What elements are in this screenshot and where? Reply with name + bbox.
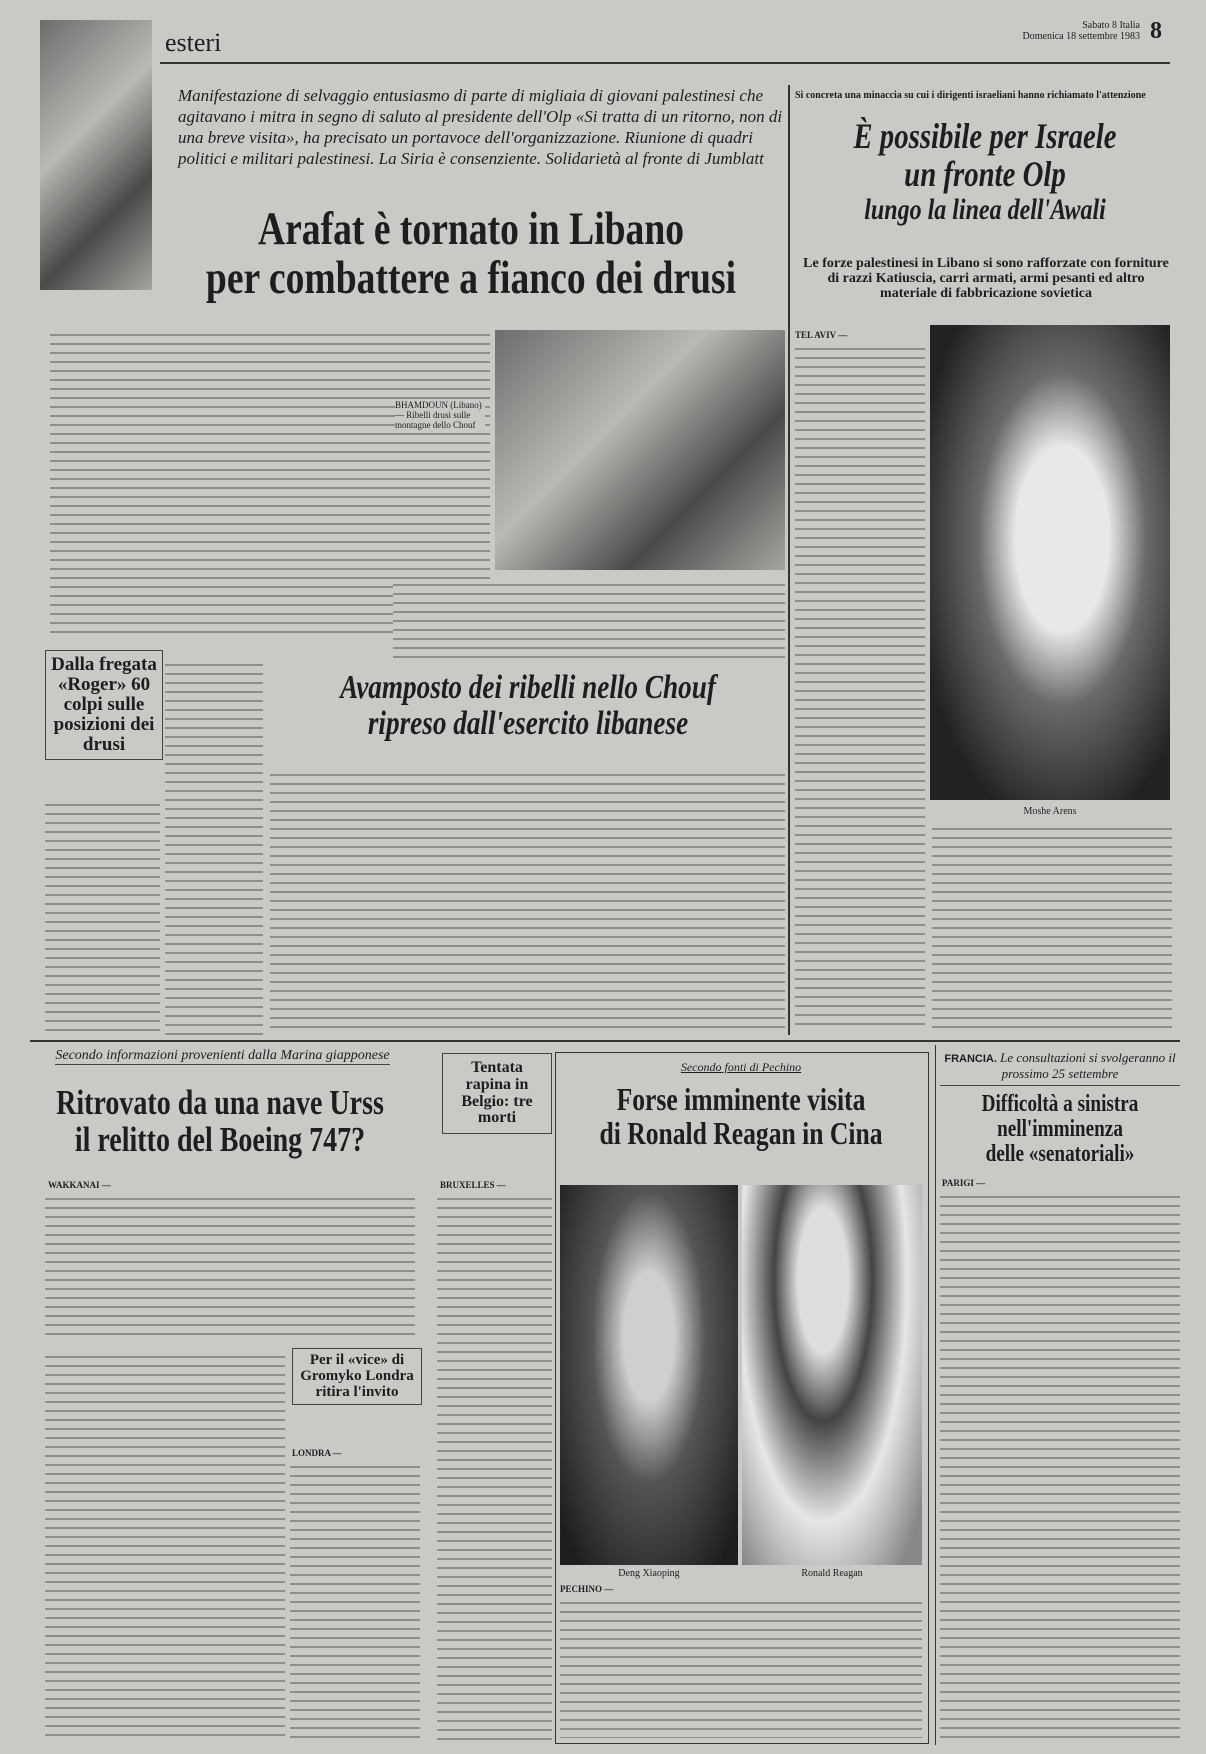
israele-body (795, 344, 925, 1030)
israele-headline (795, 118, 1175, 225)
photo-moshe-arens (930, 325, 1170, 800)
gromyko-box: Per il «vice» di Gromyko Londra ritira l'invito (292, 1348, 422, 1405)
reagan-headline (555, 1083, 927, 1150)
column-rule (788, 85, 790, 1035)
chouf-body (165, 660, 263, 1035)
gromyko-body (290, 1462, 420, 1742)
chouf-headline (270, 670, 785, 741)
arafat-body-continued (393, 580, 785, 660)
kicker-country: FRANCIA. (944, 1053, 997, 1065)
masthead-date (960, 20, 1140, 42)
issue-date: Domenica 18 settembre 1983 (1022, 31, 1140, 42)
boeing-body-lower (45, 1352, 285, 1742)
reagan-dateline: PECHINO — (560, 1584, 614, 1594)
boeing-headline (35, 1085, 405, 1159)
boeing-dateline: WAKKANAI — (48, 1180, 111, 1190)
photo-caption: BHAMDOUN (Libano) — Ribelli drusi sulle montagne dello Chouf (395, 400, 485, 430)
photo-ronald-reagan (742, 1185, 922, 1565)
boeing-body (45, 1194, 415, 1342)
photo-deng-xiaoping (560, 1185, 738, 1565)
headline-line: un fronte Olp (904, 153, 1066, 194)
reagan-kicker: Secondo fonti di Pechino (680, 1060, 802, 1074)
headline-line: Forse imminente visita (616, 1081, 866, 1117)
francia-headline (940, 1092, 1180, 1168)
headline-line: delle «senatoriali» (985, 1141, 1135, 1168)
kicker-text: Le consultazioni si svolgeranno il prossimo 25 settembre (1000, 1050, 1176, 1081)
belgio-dateline: BRUXELLES — (440, 1180, 506, 1190)
francia-dateline: PARIGI — (942, 1178, 986, 1188)
column-rule (935, 1045, 936, 1745)
boeing-kicker: Secondo informazioni provenienti dalla Marina giapponese (55, 1048, 390, 1063)
francia-kicker (940, 1050, 1180, 1086)
arafat-kicker: Manifestazione di selvaggio entusiasmo di parte di migliaia di giovani palestinesi che agitavano i mitra in segno di saluto al presidente dell'Olp «Si tratta di un ritorno, non di una breve visita», ha precisato un portavoce dell'organizzazione. Riunione di quadri politici e militari palestinesi. La Siria è consenziente. Solidarietà al fronte di Jumblatt (178, 86, 783, 168)
gromyko-dateline: LONDRA — (292, 1448, 342, 1458)
headline-line: Arafat è tornato in Libano (257, 203, 685, 255)
section-label: esteri (165, 28, 222, 57)
belgio-body (437, 1194, 552, 1742)
fregata-body (45, 800, 160, 1035)
reagan-body (560, 1598, 922, 1738)
headline-line: Difficoltà a sinistra (981, 1091, 1139, 1117)
section-divider (30, 1040, 1180, 1042)
israele-dateline: TEL AVIV — (795, 330, 848, 340)
headline-line: ripreso dall'esercito libanese (367, 704, 688, 742)
headline-line: per combattere a fianco dei drusi (205, 252, 737, 305)
israele-deck: Le forze palestinesi in Libano si sono rafforzate con forniture di razzi Katiuscia, carri armati, armi pesanti ed altro materiale di fabbricazione sovietica (803, 256, 1169, 301)
photo-soldier (40, 20, 152, 290)
headline-line: di Ronald Reagan in Cina (599, 1114, 883, 1151)
photo-druze-rebels (495, 330, 785, 570)
headline-line: il relitto del Boeing 747? (74, 1119, 366, 1159)
page-number: 8 (1150, 18, 1162, 44)
headline-line: Avamposto dei ribelli nello Chouf (339, 669, 716, 706)
photo-caption: Moshe Arens (1023, 806, 1077, 817)
headline-line: nell'imminenza (997, 1116, 1123, 1143)
photo-caption: Ronald Reagan (801, 1568, 863, 1579)
chouf-body-columns (270, 770, 785, 1035)
francia-body (940, 1192, 1180, 1738)
photo-caption: Deng Xiaoping (618, 1568, 680, 1579)
header-rule (160, 62, 1170, 64)
israele-kicker: Si concreta una minaccia su cui i dirigenti israeliani hanno richiamato l'attenzione (795, 90, 1146, 101)
fregata-box: Dalla fregata «Roger» 60 colpi sulle posizioni dei drusi (45, 650, 163, 760)
newspaper-name: Sabato 8 Italia (1082, 20, 1140, 31)
belgio-box: Tentata rapina in Belgio: tre morti (442, 1053, 552, 1134)
israele-body-continued (932, 824, 1172, 1032)
headline-line: È possibile per Israele (853, 116, 1117, 156)
arafat-headline (160, 205, 782, 304)
headline-line: Ritrovato da una nave Urss (56, 1083, 384, 1122)
headline-line: lungo la linea dell'Awali (864, 192, 1106, 226)
